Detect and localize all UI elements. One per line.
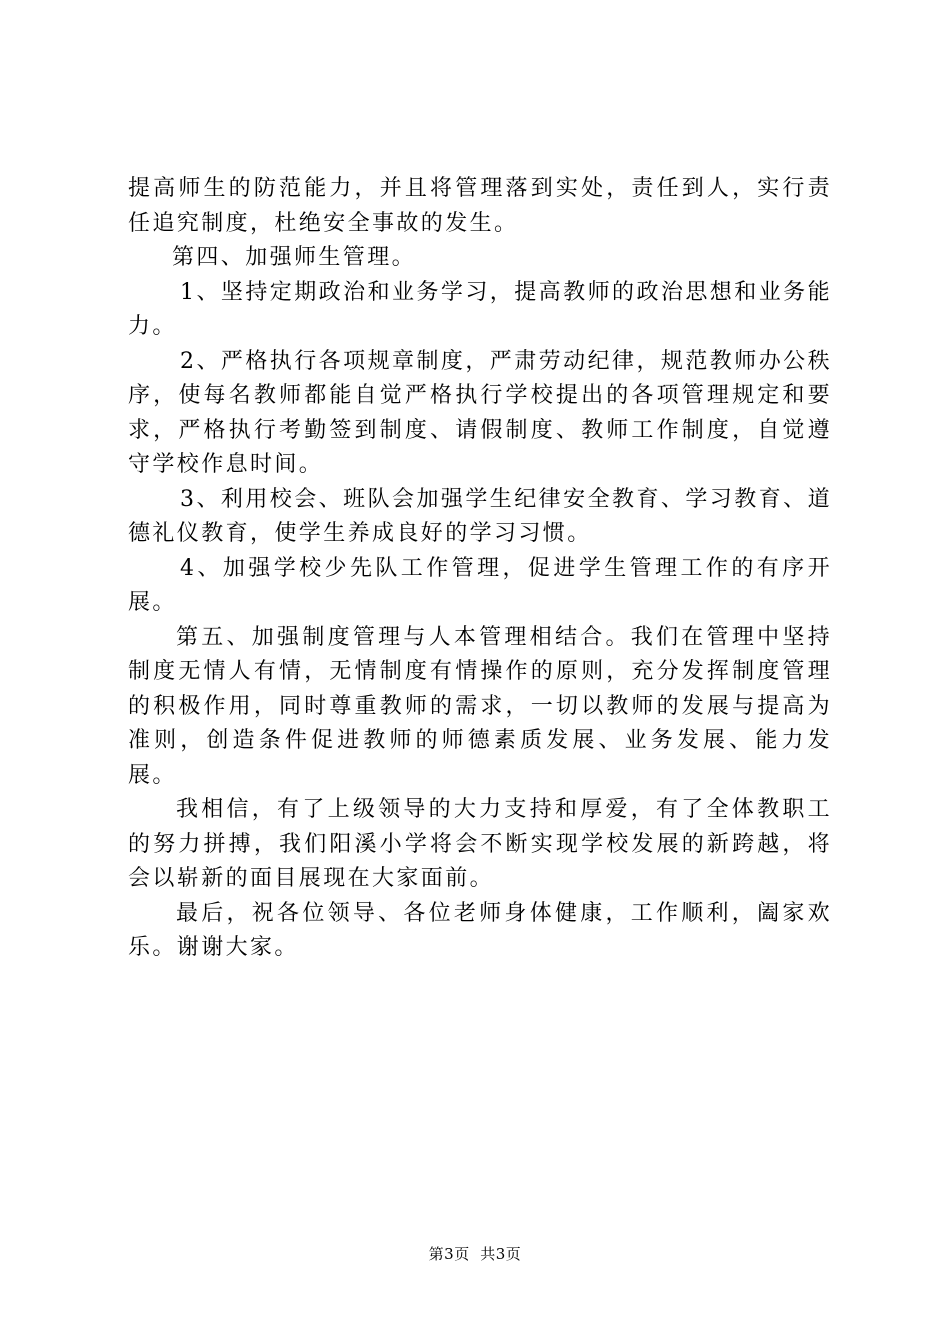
paragraph-continuation: 提高师生的防范能力，并且将管理落到实处，责任到人，实行责任追究制度，杜绝安全事故的发生。 (128, 176, 832, 236)
paragraph-closing-belief: 我相信，有了上级领导的大力支持和厚爱，有了全体教职工的努力拼搏，我们阳溪小学将会不断实现学校发展的新跨越，将会以崭新的面目展现在大家面前。 (128, 797, 832, 891)
paragraph-section-five: 第五、加强制度管理与人本管理相结合。我们在管理中坚持制度无情人有情，无情制度有情操作的原则，充分发挥制度管理的积极作用，同时尊重教师的需求，一切以教师的发展与提高为准则，创造条件促进教师的师德素质发展、业务发展、能力发展。 (128, 624, 832, 788)
page-total: 共3页 (480, 1245, 522, 1263)
paragraph-item-1: 1、坚持定期政治和业务学习，提高教师的政治思想和业务能力。 (128, 279, 832, 339)
paragraph-closing-wishes: 最后，祝各位领导、各位老师身体健康，工作顺利，阖家欢乐。谢谢大家。 (128, 900, 832, 960)
document-body (128, 172, 832, 966)
paragraph-section-four-heading: 第四、加强师生管理。 (172, 245, 417, 270)
paragraph-item-3: 3、利用校会、班队会加强学生纪律安全教育、学习教育、道德礼仪教育，使学生养成良好的学习习惯。 (128, 486, 832, 546)
paragraph-item-4: 4、加强学校少先队工作管理，促进学生管理工作的有序开展。 (128, 555, 832, 615)
page-number: 第3页 (428, 1245, 470, 1263)
paragraph-item-2: 2、严格执行各项规章制度，严肃劳动纪律，规范教师办公秩序，使每名教师都能自觉严格执行学校提出的各项管理规定和要求，严格执行考勤签到制度、请假制度、教师工作制度，自觉遵守学校作息时间。 (128, 348, 832, 477)
page-footer (0, 1244, 950, 1264)
